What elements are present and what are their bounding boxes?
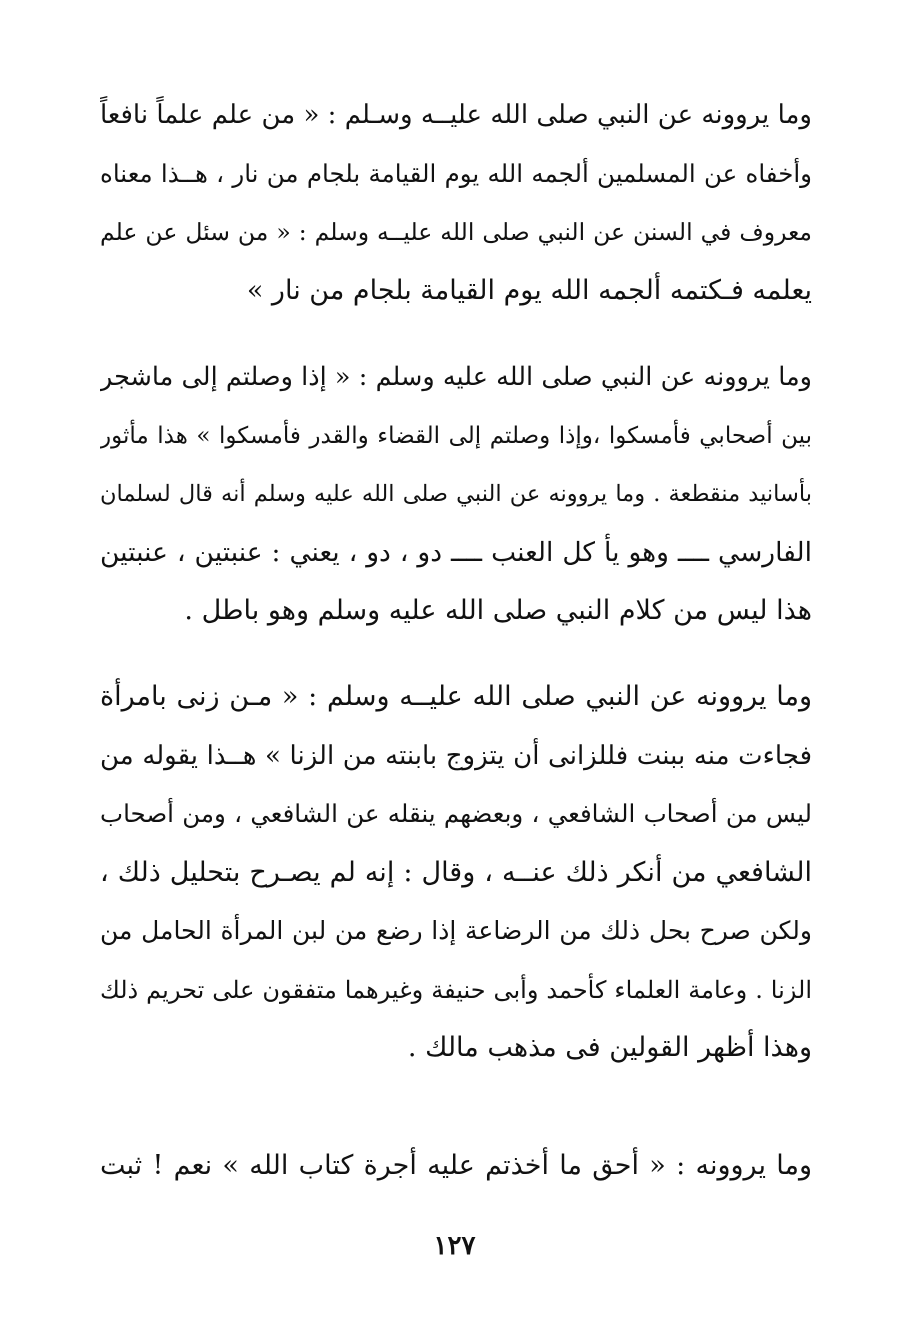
paragraph-line: بأسانيد منقطعة . وما يروونه عن النبي صلى الله عليه وسلم أنه قال لسلمان bbox=[100, 481, 812, 507]
paragraph-3 bbox=[100, 668, 812, 1078]
paragraph-line: الشافعي من أنكر ذلك عنــه ، وقال : إنه لم يصـرح بتحليل ذلك ، bbox=[100, 856, 812, 888]
page-number: ١٢٧ bbox=[433, 1231, 476, 1261]
paragraph-line: فجاءت منه ببنت فللزانى أن يتزوج بابنته من الزنا » هــذا يقوله من bbox=[100, 740, 812, 771]
paragraph-4 bbox=[100, 1137, 812, 1196]
paragraph-line: هذا ليس من كلام النبي صلى الله عليه وسلم وهو باطل . bbox=[184, 595, 812, 626]
paragraph-line: وما يروونه : « أحق ما أخذتم عليه أجرة كتاب الله » نعم ! ثبت bbox=[100, 1150, 812, 1181]
paragraph-line: ولكن صرح بحل ذلك من الرضاعة إذا رضع من لبن المرأة الحامل من bbox=[100, 916, 812, 945]
paragraph-line: وأخفاه عن المسلمين ألجمه الله يوم القيامة بلجام من نار ، هــذا معناه bbox=[100, 158, 812, 188]
paragraph-line: وما يروونه عن النبي صلى الله عليــه وسـلم : « من علم علماً نافعاً bbox=[100, 100, 812, 130]
paragraph-line: وما يروونه عن النبي صلى الله عليــه وسلم : « مـن زنى بامرأة bbox=[100, 681, 812, 712]
paragraph-line: الفارسي ــــ وهو يأ كل العنب ــــ دو ، دو ، يعني : عنبتين ، عنبتين bbox=[100, 536, 812, 568]
paragraph-line: وما يروونه عن النبي صلى الله عليه وسلم : « إذا وصلتم إلى ماشجر bbox=[100, 362, 812, 392]
paragraph-line: الزنا . وعامة العلماء كأحمد وأبى حنيفة وغيرهما متفقون على تحريم ذلك bbox=[100, 975, 812, 1004]
paragraph-2 bbox=[100, 348, 812, 641]
paragraph-line: معروف في السنن عن النبي صلى الله عليــه وسلم : « من سئل عن علم bbox=[100, 218, 812, 246]
paragraph-1 bbox=[100, 86, 812, 320]
paragraph-line: وهذا أظهر القولين فى مذهب مالك . bbox=[407, 1032, 812, 1063]
paragraph-line: بين أصحابي فأمسكوا ،وإذا وصلتم إلى القضاء والقدر فأمسكوا » هذا مأثور bbox=[100, 422, 812, 449]
paragraph-line: ليس من أصحاب الشافعي ، وبعضهم ينقله عن الشافعي ، ومن أصحاب bbox=[100, 799, 812, 828]
paragraph-line: يعلمه فـكتمه ألجمه الله يوم القيامة بلجام من نار » bbox=[246, 274, 812, 306]
